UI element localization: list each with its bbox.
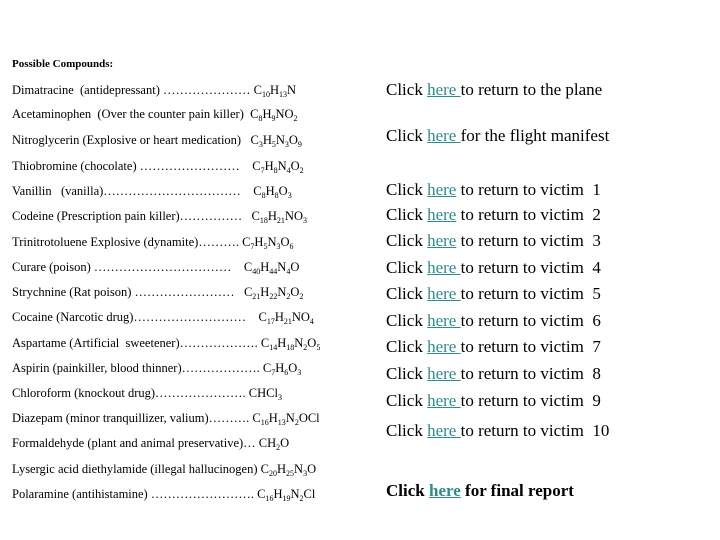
compound-formula: $C_{17}H_{21}NO_4$ xyxy=(258,310,314,326)
here-link[interactable]: here xyxy=(427,311,461,330)
link-prefix: Click xyxy=(386,421,428,440)
compound-formula: CHCl$_3$ xyxy=(248,386,282,402)
link-prefix: Click xyxy=(386,180,428,199)
compound-name: Lysergic acid diethylamide (illegal hallucinogen) xyxy=(12,462,261,476)
compound-formula: $C_8H_9NO_2$ xyxy=(250,107,298,123)
compound-name: Trinitrotoluene Explosive (dynamite)………. xyxy=(12,235,243,249)
here-link[interactable]: here xyxy=(427,231,457,250)
link-line xyxy=(386,205,601,225)
here-link[interactable]: here xyxy=(427,80,461,99)
link-suffix: for final report xyxy=(460,481,574,500)
link-prefix: Click xyxy=(386,258,428,277)
link-line xyxy=(386,421,609,441)
page-title: Possible Compounds: xyxy=(12,58,114,70)
here-link[interactable]: here xyxy=(427,180,457,199)
compound-formula: $C_{40}H_{44}N_4O$ xyxy=(243,260,300,276)
compound-name: Aspartame (Artificial sweetener)………………. xyxy=(12,336,261,350)
here-link[interactable]: here xyxy=(427,421,461,440)
compound-row xyxy=(12,159,304,173)
link-suffix: to return to victim 5 xyxy=(460,284,601,303)
here-link[interactable]: here xyxy=(427,126,461,145)
compound-name: Formaldehyde (plant and animal preservative)… xyxy=(12,436,259,450)
compound-formula: $C_7H_5N_3O_6$ xyxy=(242,235,294,251)
here-link[interactable]: here xyxy=(427,205,457,224)
compound-name: Dimatracine (antidepressant) ………………… xyxy=(12,83,254,97)
link-prefix: Click xyxy=(386,481,429,500)
link-prefix: Click xyxy=(386,311,428,330)
compound-formula: $C_{20}H_{25}N_3O$ xyxy=(260,462,317,478)
compound-formula: $C_3H_5N_3O_9$ xyxy=(250,133,302,149)
link-suffix: to return to victim 1 xyxy=(456,180,601,199)
link-prefix: Click xyxy=(386,391,428,410)
link-suffix: to return to victim 9 xyxy=(460,391,601,410)
compound-formula: $CH_2O$ xyxy=(258,436,290,452)
compound-name: Polaramine (antihistamine) ……………………. xyxy=(12,487,258,501)
compound-name: Chloroform (knockout drug)…………………. xyxy=(12,386,249,400)
compound-name: Strychnine (Rat poison) …………………… xyxy=(12,285,244,299)
link-prefix: Click xyxy=(386,337,428,356)
compound-name: Acetaminophen (Over the counter pain killer) xyxy=(12,107,251,121)
compound-row xyxy=(12,386,282,400)
compound-row xyxy=(12,436,289,450)
link-prefix: Click xyxy=(386,364,428,383)
compound-row xyxy=(12,310,314,324)
here-link[interactable]: here xyxy=(427,337,461,356)
here-link[interactable]: here xyxy=(427,364,461,383)
compound-name: Nitroglycerin (Explosive or heart medication) xyxy=(12,133,251,147)
compound-formula: $C_{21}H_{22}N_2O_2$ xyxy=(243,285,304,301)
compound-name: Diazepam (minor tranquillizer, valium)………. xyxy=(12,411,253,425)
compound-name: Aspirin (painkiller, blood thinner)………………. xyxy=(12,361,263,375)
link-prefix: Click xyxy=(386,80,428,99)
link-line xyxy=(386,258,601,278)
compound-row xyxy=(12,487,315,501)
compound-formula: $C_8H_8O_3$ xyxy=(253,184,292,200)
link-line xyxy=(386,80,602,100)
compound-formula: $C_7H_8N_4O_2$ xyxy=(252,159,304,175)
link-line xyxy=(386,481,574,501)
compound-formula: $C_{16}H_{19}N_2Cl$ xyxy=(257,487,316,503)
link-line xyxy=(386,311,601,331)
compound-row xyxy=(12,361,301,375)
link-line xyxy=(386,364,601,384)
link-suffix: for the flight manifest xyxy=(460,126,610,145)
link-line xyxy=(386,337,601,357)
compound-row xyxy=(12,83,296,97)
link-suffix: to return to victim 4 xyxy=(460,258,601,277)
link-suffix: to return to victim 2 xyxy=(456,205,601,224)
link-line xyxy=(386,284,601,304)
link-suffix: to return to the plane xyxy=(460,80,603,99)
compound-row xyxy=(12,235,294,249)
here-link[interactable]: here xyxy=(428,481,461,500)
compound-row xyxy=(12,285,303,299)
compound-name: Cocaine (Narcotic drug)……………………… xyxy=(12,310,259,324)
link-prefix: Click xyxy=(386,126,428,145)
here-link[interactable]: here xyxy=(427,391,461,410)
compound-row xyxy=(12,336,320,350)
compound-row xyxy=(12,260,299,274)
compound-formula: $C_{16}H_{13}N_2OCl$ xyxy=(252,411,320,427)
compound-row xyxy=(12,411,320,425)
link-prefix: Click xyxy=(386,205,428,224)
link-prefix: Click xyxy=(386,231,428,250)
link-line xyxy=(386,126,609,146)
link-line xyxy=(386,231,601,251)
link-line xyxy=(386,391,601,411)
compound-row xyxy=(12,209,307,223)
compound-formula: $C_{14}H_{18}N_2O_5$ xyxy=(260,336,321,352)
link-suffix: to return to victim 8 xyxy=(460,364,601,383)
link-suffix: to return to victim 7 xyxy=(460,337,601,356)
link-suffix: to return to victim 3 xyxy=(456,231,601,250)
compound-row xyxy=(12,107,298,121)
compound-formula: $C_7H_6O_3$ xyxy=(262,361,302,377)
here-link[interactable]: here xyxy=(427,258,461,277)
compound-row xyxy=(12,133,302,147)
link-suffix: to return to victim 6 xyxy=(460,311,601,330)
link-prefix: Click xyxy=(386,284,428,303)
compound-name: Curare (poison) …………………………… xyxy=(12,260,244,274)
compound-name: Vanillin (vanilla)…………………………… xyxy=(12,184,254,198)
here-link[interactable]: here xyxy=(427,284,461,303)
compound-name: Codeine (Prescription pain killer)…………… xyxy=(12,209,252,223)
compound-formula: $C_{18}H_{21}NO_3$ xyxy=(251,209,307,225)
compound-name: Thiobromine (chocolate) …………………… xyxy=(12,159,253,173)
compound-formula: $C_{10}H_{13}N$ xyxy=(253,83,297,99)
link-line xyxy=(386,180,601,200)
link-suffix: to return to victim 10 xyxy=(460,421,610,440)
compound-row xyxy=(12,184,292,198)
compound-row xyxy=(12,462,316,476)
